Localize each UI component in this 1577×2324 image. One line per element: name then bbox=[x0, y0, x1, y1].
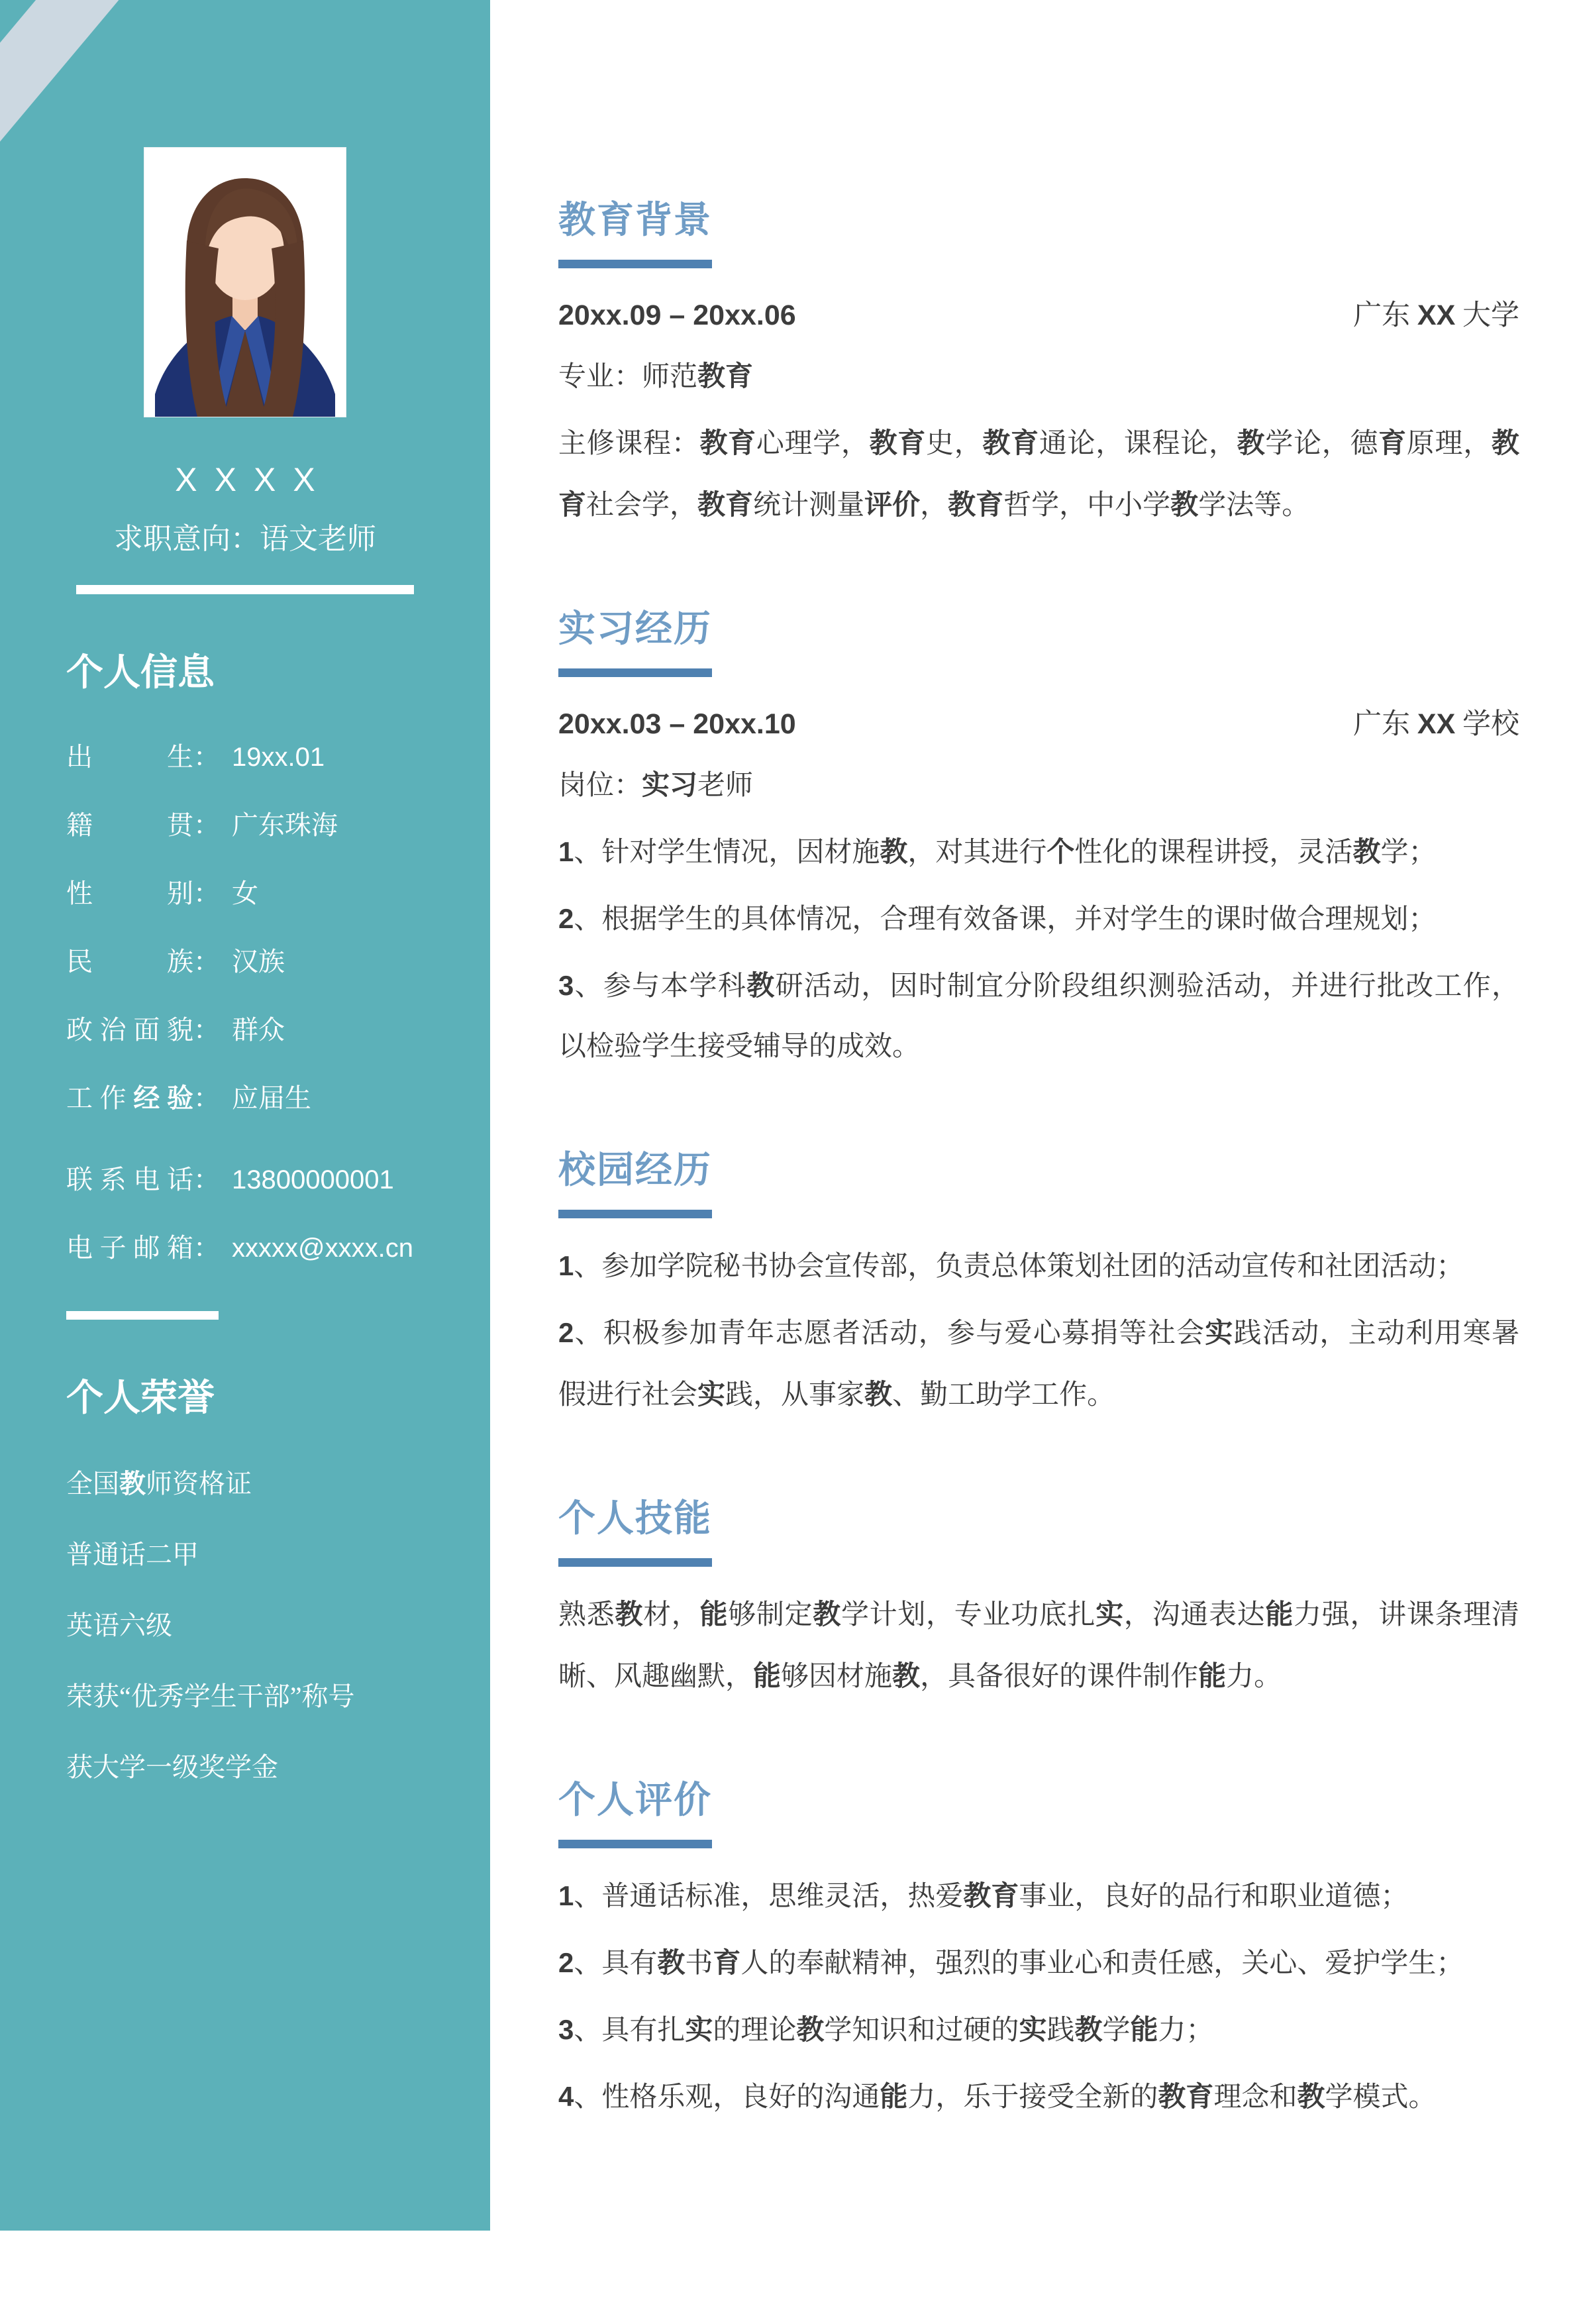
emphasis-char: 实 bbox=[1205, 1317, 1234, 1348]
section-evaluation bbox=[558, 1771, 1519, 2128]
emphasis-char: 育 bbox=[1186, 2081, 1214, 2112]
emphasis-char: 教 bbox=[1158, 2081, 1186, 2112]
emphasis-char: 实 bbox=[642, 769, 670, 800]
organization-name: 广东 XX 大学 bbox=[1353, 299, 1519, 331]
section-title-underline bbox=[558, 260, 712, 268]
paragraph: 4、性格乐观，良好的沟通能力，乐于接受全新的教育理念和教学模式。 bbox=[558, 2081, 1437, 2113]
latin-text: 0 bbox=[295, 743, 310, 772]
honor-item: 英语六级 bbox=[66, 1611, 172, 1640]
emphasis-char: 教 bbox=[1491, 427, 1519, 458]
section-title-underline bbox=[558, 1558, 712, 1567]
emphasis-char: 育 bbox=[728, 427, 756, 458]
emphasis-char: 教 bbox=[864, 1379, 893, 1410]
latin-text: x bbox=[261, 743, 275, 772]
latin-text: x bbox=[258, 1234, 272, 1263]
emphasis-char: 育 bbox=[976, 489, 1004, 520]
paragraph: 1、针对学生情况，因材施教，对其进行个性化的课程讲授，灵活教学； bbox=[558, 836, 1437, 868]
emphasis-char: 教 bbox=[963, 1880, 992, 1911]
paragraph: 专业：师范教育 bbox=[558, 360, 754, 392]
info-label: 民族 bbox=[66, 947, 193, 977]
info-value: 女 bbox=[232, 878, 258, 908]
info-label: 电子邮箱 bbox=[66, 1233, 193, 1263]
info-row-电子邮箱 bbox=[66, 1227, 432, 1265]
emphasis-char: 教 bbox=[697, 489, 726, 520]
info-colon: ： bbox=[193, 1233, 220, 1263]
info-row-工作经验 bbox=[66, 1077, 432, 1115]
info-row-联系电话 bbox=[66, 1159, 432, 1196]
latin-text: x bbox=[285, 1234, 298, 1263]
emphasis-char: 3 bbox=[558, 2014, 574, 2045]
info-colon: ： bbox=[193, 1165, 220, 1194]
emphasis-char: 2 bbox=[558, 1317, 574, 1348]
sidebar-divider-bottom bbox=[66, 1311, 219, 1320]
emphasis-char: 育 bbox=[725, 489, 754, 520]
section-content bbox=[558, 1236, 1519, 1426]
organization-name: 广东 XX 学校 bbox=[1353, 708, 1519, 740]
emphasis-char: 1 bbox=[558, 836, 574, 867]
latin-text: x bbox=[274, 743, 288, 772]
emphasis-char: 教 bbox=[615, 1599, 644, 1630]
section-campus bbox=[558, 1141, 1519, 1426]
resume-main-content bbox=[490, 0, 1577, 2324]
info-label: 政治面貌 bbox=[66, 1015, 193, 1045]
section-title-underline bbox=[558, 668, 712, 677]
honor-item: 全国教师资格证 bbox=[66, 1469, 252, 1499]
info-colon: ： bbox=[193, 742, 220, 772]
latin-text: 0 bbox=[350, 1165, 365, 1194]
emphasis-char: 教 bbox=[796, 2014, 825, 2045]
section-title-internship: 实习经历 bbox=[558, 607, 712, 649]
emphasis-char: 育 bbox=[558, 489, 587, 520]
section-title-evaluation: 个人评价 bbox=[558, 1779, 712, 1821]
emphasis-char: 教 bbox=[699, 427, 729, 458]
info-row-政治面貌 bbox=[66, 1009, 432, 1047]
emphasis-char: 习 bbox=[670, 769, 698, 800]
personal-info-list bbox=[66, 736, 432, 1265]
paragraph: 2、根据学生的具体情况，合理有效备课，并对学生的课时做合理规划； bbox=[558, 903, 1437, 935]
emphasis-char: 能 bbox=[753, 1660, 782, 1691]
latin-text: 0 bbox=[305, 1165, 321, 1194]
sidebar-divider-top bbox=[76, 585, 414, 594]
emphasis-char: 能 bbox=[880, 2081, 908, 2112]
applicant-photo bbox=[144, 148, 346, 417]
emphasis-char: X bbox=[1417, 299, 1437, 331]
latin-text: 0 bbox=[334, 1165, 350, 1194]
latin-text: 0 bbox=[276, 1165, 291, 1194]
info-value bbox=[232, 1232, 432, 1263]
emphasis-char: 实 bbox=[685, 2014, 713, 2045]
female-avatar-icon bbox=[144, 148, 346, 417]
section-title-underline bbox=[558, 1840, 712, 1848]
emphasis-char: 教 bbox=[1170, 489, 1199, 520]
info-label: 联系电话 bbox=[66, 1165, 193, 1194]
paragraph: 2、具有教书育人的奉献精神，强烈的事业心和责任感，关心、爱护学生； bbox=[558, 1947, 1464, 1979]
latin-text: n bbox=[398, 1234, 413, 1263]
latin-text: 1 bbox=[232, 1165, 247, 1194]
emphasis-char: 2 bbox=[558, 903, 574, 934]
sidebar bbox=[0, 0, 490, 2231]
latin-text: 3 bbox=[246, 1165, 262, 1194]
info-label: 性别 bbox=[66, 878, 193, 908]
latin-text: @ bbox=[298, 1234, 325, 1263]
emphasis-char: 能 bbox=[1198, 1660, 1227, 1691]
emphasis-char: X bbox=[1436, 708, 1456, 740]
section-content bbox=[558, 1866, 1519, 2128]
emphasis-char: 教 bbox=[1297, 2081, 1325, 2112]
latin-text: 8 bbox=[261, 1165, 276, 1194]
emphasis-char: 实 bbox=[1019, 2014, 1047, 2045]
section-title-underline bbox=[558, 1210, 712, 1218]
emphasis-char: X bbox=[1417, 708, 1437, 740]
info-label: 工作经验 bbox=[66, 1083, 194, 1113]
applicant-name: XXXX bbox=[175, 461, 332, 498]
emphasis-char: 能 bbox=[1265, 1599, 1294, 1630]
emphasis-char: 评 bbox=[864, 489, 893, 520]
info-row-民族 bbox=[66, 941, 432, 978]
section-content bbox=[558, 1584, 1519, 1707]
info-row-籍贯 bbox=[66, 804, 432, 842]
latin-text: 1 bbox=[232, 743, 247, 772]
info-value: 广东珠海 bbox=[232, 810, 338, 840]
paragraph: 3、参与本学科教研活动，因时制宜分阶段组织测验活动，并进行批改工作，以检验学生接受辅导的成效。 bbox=[558, 970, 1519, 1062]
emphasis-char: 育 bbox=[991, 1880, 1019, 1911]
date-range: 20xx.03 – 20xx.10 bbox=[558, 708, 796, 740]
latin-text: 1 bbox=[379, 1165, 394, 1194]
paragraph: 熟悉教材，能够制定教学计划，专业功底扎实，沟通表达能力强，讲课条理清晰、风趣幽默，能够因材施教，具备很好的课件制作能力。 bbox=[558, 1599, 1519, 1692]
section-title-campus: 校园经历 bbox=[558, 1149, 712, 1190]
emphasis-char: 教 bbox=[813, 1599, 841, 1630]
emphasis-char: 育 bbox=[897, 427, 927, 458]
latin-text: . bbox=[378, 1234, 385, 1263]
emphasis-char: 教 bbox=[1074, 2014, 1103, 2045]
emphasis-char: 教 bbox=[119, 1469, 146, 1499]
latin-text: x bbox=[325, 1234, 338, 1263]
paragraph: 2、积极参加青年志愿者活动，参与爱心募捐等社会实践活动，主动利用寒暑假进行社会实践，从事家教、勤工助学工作。 bbox=[558, 1317, 1519, 1410]
info-value: 应届生 bbox=[232, 1083, 311, 1113]
emphasis-char: 1 bbox=[558, 1880, 574, 1911]
section-title-skills: 个人技能 bbox=[558, 1497, 712, 1539]
latin-text: 0 bbox=[320, 1165, 335, 1194]
emphasis-char: 2 bbox=[558, 1947, 574, 1978]
info-value: 群众 bbox=[232, 1015, 285, 1045]
emphasis-char: 个 bbox=[1046, 836, 1075, 867]
info-colon: ： bbox=[193, 1015, 220, 1045]
emphasis-char: 教 bbox=[982, 427, 1011, 458]
latin-text: x bbox=[272, 1234, 285, 1263]
emphasis-char: 育 bbox=[725, 360, 754, 392]
honors-list bbox=[66, 1463, 432, 1784]
latin-text: x bbox=[351, 1234, 365, 1263]
emphasis-char: 教 bbox=[697, 360, 726, 392]
latin-text: . bbox=[287, 743, 295, 772]
honor-item: 荣获“优秀学生干部”称号 bbox=[66, 1681, 355, 1711]
emphasis-char: 育 bbox=[713, 1947, 741, 1978]
emphasis-char: X bbox=[1436, 299, 1456, 331]
info-label: 出生 bbox=[66, 742, 193, 772]
latin-text: x bbox=[245, 1234, 258, 1263]
section-title-education: 教育背景 bbox=[558, 199, 712, 240]
info-label: 籍贯 bbox=[66, 810, 193, 840]
latin-text: 0 bbox=[291, 1165, 306, 1194]
emphasis-char: 教 bbox=[948, 489, 976, 520]
date-row bbox=[558, 286, 1519, 346]
latin-text: x bbox=[232, 1234, 245, 1263]
emphasis-char: 教 bbox=[746, 970, 776, 1001]
honors-title: 个人荣誉 bbox=[66, 1377, 215, 1418]
emphasis-char: 育 bbox=[1011, 427, 1039, 458]
job-objective: 求职意向：语文老师 bbox=[114, 523, 376, 555]
info-row-出生 bbox=[66, 736, 432, 774]
paragraph: 1、普通话标准，思维灵活，热爱教育事业，良好的品行和职业道德； bbox=[558, 1880, 1409, 1912]
emphasis-char: 教 bbox=[1237, 427, 1266, 458]
section-internship bbox=[558, 600, 1519, 1077]
info-value bbox=[232, 741, 432, 772]
section-skills bbox=[558, 1489, 1519, 1707]
info-value bbox=[232, 1164, 432, 1195]
emphasis-char: 实 bbox=[697, 1379, 726, 1410]
date-row bbox=[558, 694, 1519, 755]
emphasis-char: 能 bbox=[1130, 2014, 1158, 2045]
info-colon: ： bbox=[193, 810, 220, 840]
emphasis-char: 教 bbox=[869, 427, 898, 458]
paragraph: 主修课程：教育心理学，教育史，教育通论，课程论，教学论，德育原理，教育社会学，教育统计测量评价，教育哲学，中小学教学法等。 bbox=[558, 427, 1519, 521]
latin-text: c bbox=[385, 1234, 399, 1263]
emphasis-char: 价 bbox=[892, 489, 921, 520]
emphasis-char: 能 bbox=[699, 1599, 729, 1630]
emphasis-char: 教 bbox=[880, 836, 908, 867]
info-colon: ： bbox=[193, 947, 220, 977]
emphasis-char: 验 bbox=[167, 1084, 194, 1113]
section-content bbox=[558, 286, 1519, 536]
honor-item: 普通话二甲 bbox=[66, 1540, 199, 1569]
emphasis-char: 经 bbox=[133, 1084, 168, 1113]
emphasis-char: 教 bbox=[892, 1660, 921, 1691]
info-colon: ： bbox=[193, 1083, 220, 1113]
latin-text: 1 bbox=[309, 743, 325, 772]
emphasis-char: 教 bbox=[1352, 836, 1381, 867]
personal-info-title: 个人信息 bbox=[66, 651, 215, 693]
paragraph: 岗位：实习老师 bbox=[558, 769, 754, 801]
paragraph: 3、具有扎实的理论教学知识和过硬的实践教学能力； bbox=[558, 2014, 1214, 2046]
emphasis-char: 教 bbox=[657, 1947, 686, 1978]
emphasis-char: 1 bbox=[558, 1250, 574, 1281]
emphasis-char: 实 bbox=[1095, 1599, 1124, 1630]
emphasis-char: 育 bbox=[1378, 427, 1407, 458]
info-row-性别 bbox=[66, 872, 432, 910]
emphasis-char: 3 bbox=[558, 970, 574, 1001]
latin-text: 0 bbox=[364, 1165, 380, 1194]
info-colon: ： bbox=[193, 878, 220, 908]
honor-item: 获大学一级奖学金 bbox=[66, 1752, 278, 1782]
section-content bbox=[558, 694, 1519, 1077]
date-range: 20xx.09 – 20xx.06 bbox=[558, 299, 796, 331]
section-education bbox=[558, 191, 1519, 536]
paragraph: 1、参加学院秘书协会宣传部，负责总体策划社团的活动宣传和社团活动； bbox=[558, 1250, 1464, 1282]
info-value: 汉族 bbox=[232, 947, 285, 977]
latin-text: x bbox=[338, 1234, 352, 1263]
emphasis-char: 4 bbox=[558, 2081, 574, 2112]
latin-text: x bbox=[364, 1234, 378, 1263]
latin-text: 9 bbox=[246, 743, 262, 772]
